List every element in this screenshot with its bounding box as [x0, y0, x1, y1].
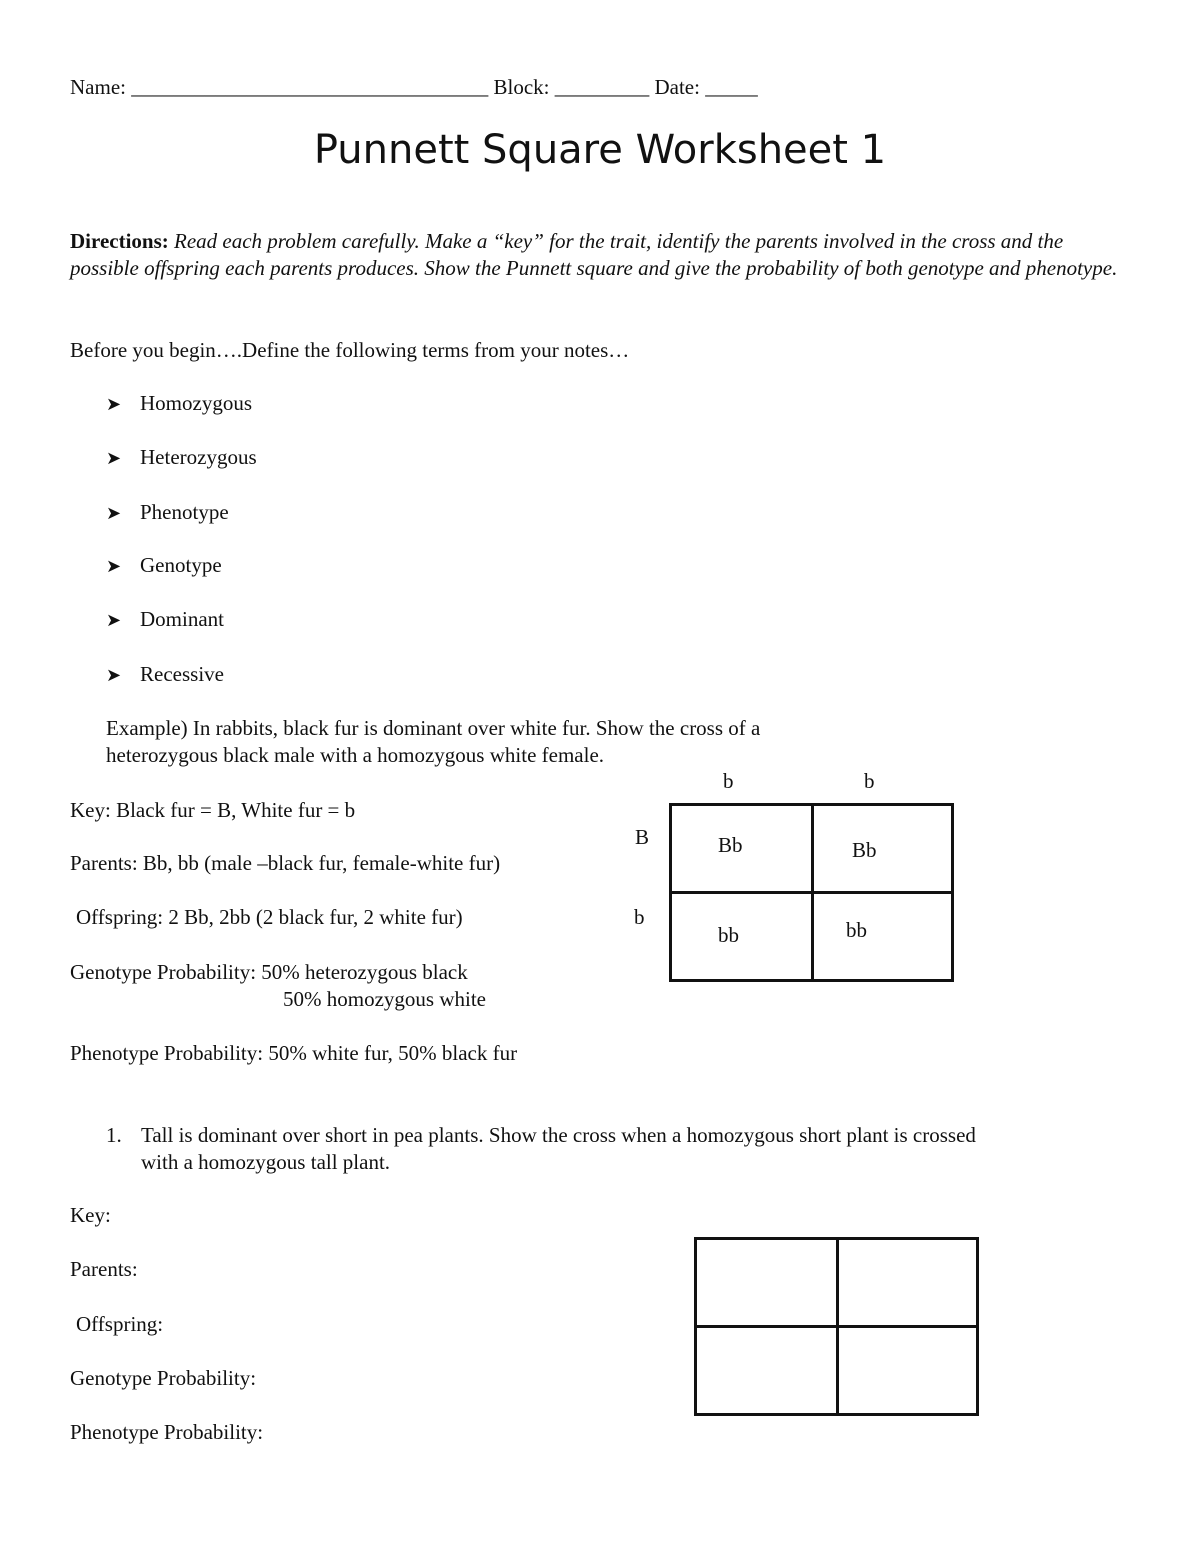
example-offspring: Offspring: 2 Bb, 2bb (2 black fur, 2 white fur): [76, 905, 463, 929]
example-line-2: heterozygous black male with a homozygous white female.: [106, 743, 605, 767]
term-label: Dominant: [140, 607, 224, 631]
problem-1-punnett-square[interactable]: [694, 1237, 979, 1416]
term-label: Recessive: [140, 662, 224, 686]
example-phenotype: Phenotype Probability: 50% white fur, 50% black fur: [70, 1041, 518, 1065]
problem-1-offspring[interactable]: Offspring:: [76, 1312, 164, 1336]
term-item: [106, 444, 257, 472]
problem-1-key[interactable]: Key:: [70, 1203, 111, 1227]
example-parents: Parents: Bb, bb (male –black fur, female-white fur): [70, 851, 501, 875]
square-cell: Bb: [852, 838, 877, 862]
directions-label: Directions:: [70, 229, 169, 253]
square-side-allele-1: B: [635, 825, 650, 849]
example-genotype-line-2: 50% homozygous white: [283, 987, 486, 1011]
square-top-allele-2: b: [864, 769, 875, 793]
name-label: Name:: [70, 75, 126, 99]
block-label: Block:: [493, 75, 550, 99]
term-label: Homozygous: [140, 391, 252, 415]
arrow-bullet-icon: ➤: [106, 503, 122, 524]
name-blank[interactable]: __________________________________: [131, 75, 489, 99]
directions-text: Read each problem carefully. Make a “key” for the trait, identify the parents involved in the cross and the possible offspring each parents produces. Show the Punnett square and give the probability of both genotype and phenotype.: [70, 229, 1118, 280]
example-line-1: Example) In rabbits, black fur is dominant over white fur. Show the cross of a: [106, 716, 761, 740]
term-item: [106, 552, 222, 580]
block-blank[interactable]: _________: [554, 75, 650, 99]
problem-1-number: 1.: [106, 1123, 122, 1147]
arrow-bullet-icon: ➤: [106, 448, 122, 469]
square-cell: Bb: [718, 833, 743, 857]
directions: [70, 228, 1120, 282]
square-side-allele-2: b: [634, 905, 645, 929]
date-label: Date:: [654, 75, 700, 99]
term-item: [106, 661, 224, 689]
intro-text: Before you begin….Define the following terms from your notes…: [70, 338, 630, 362]
problem-1-line-2: with a homozygous tall plant.: [141, 1150, 391, 1174]
term-label: Phenotype: [140, 500, 229, 524]
example-key: Key: Black fur = B, White fur = b: [70, 798, 356, 822]
example-genotype-line-1: Genotype Probability: 50% heterozygous black: [70, 960, 468, 984]
term-label: Genotype: [140, 553, 222, 577]
problem-1-genotype[interactable]: Genotype Probability:: [70, 1366, 257, 1390]
arrow-bullet-icon: ➤: [106, 610, 122, 631]
header-line: [70, 74, 758, 101]
arrow-bullet-icon: ➤: [106, 556, 122, 577]
square-top-allele-1: b: [723, 769, 734, 793]
term-item: [106, 499, 229, 527]
square-cell: bb: [846, 918, 867, 942]
square-cell: bb: [718, 923, 739, 947]
arrow-bullet-icon: ➤: [106, 394, 122, 415]
grid-divider: [672, 891, 951, 894]
example-punnett-square: [669, 803, 954, 982]
grid-divider: [697, 1325, 976, 1328]
term-item: [106, 606, 224, 634]
arrow-bullet-icon: ➤: [106, 665, 122, 686]
problem-1-line-1: Tall is dominant over short in pea plants. Show the cross when a homozygous short plant is crossed: [141, 1123, 976, 1147]
problem-1-parents[interactable]: Parents:: [70, 1257, 138, 1281]
term-item: [106, 390, 252, 418]
page-title: Punnett Square Worksheet 1: [313, 127, 887, 173]
date-blank[interactable]: _____: [705, 75, 758, 99]
problem-1-phenotype[interactable]: Phenotype Probability:: [70, 1420, 264, 1444]
term-label: Heterozygous: [140, 445, 257, 469]
